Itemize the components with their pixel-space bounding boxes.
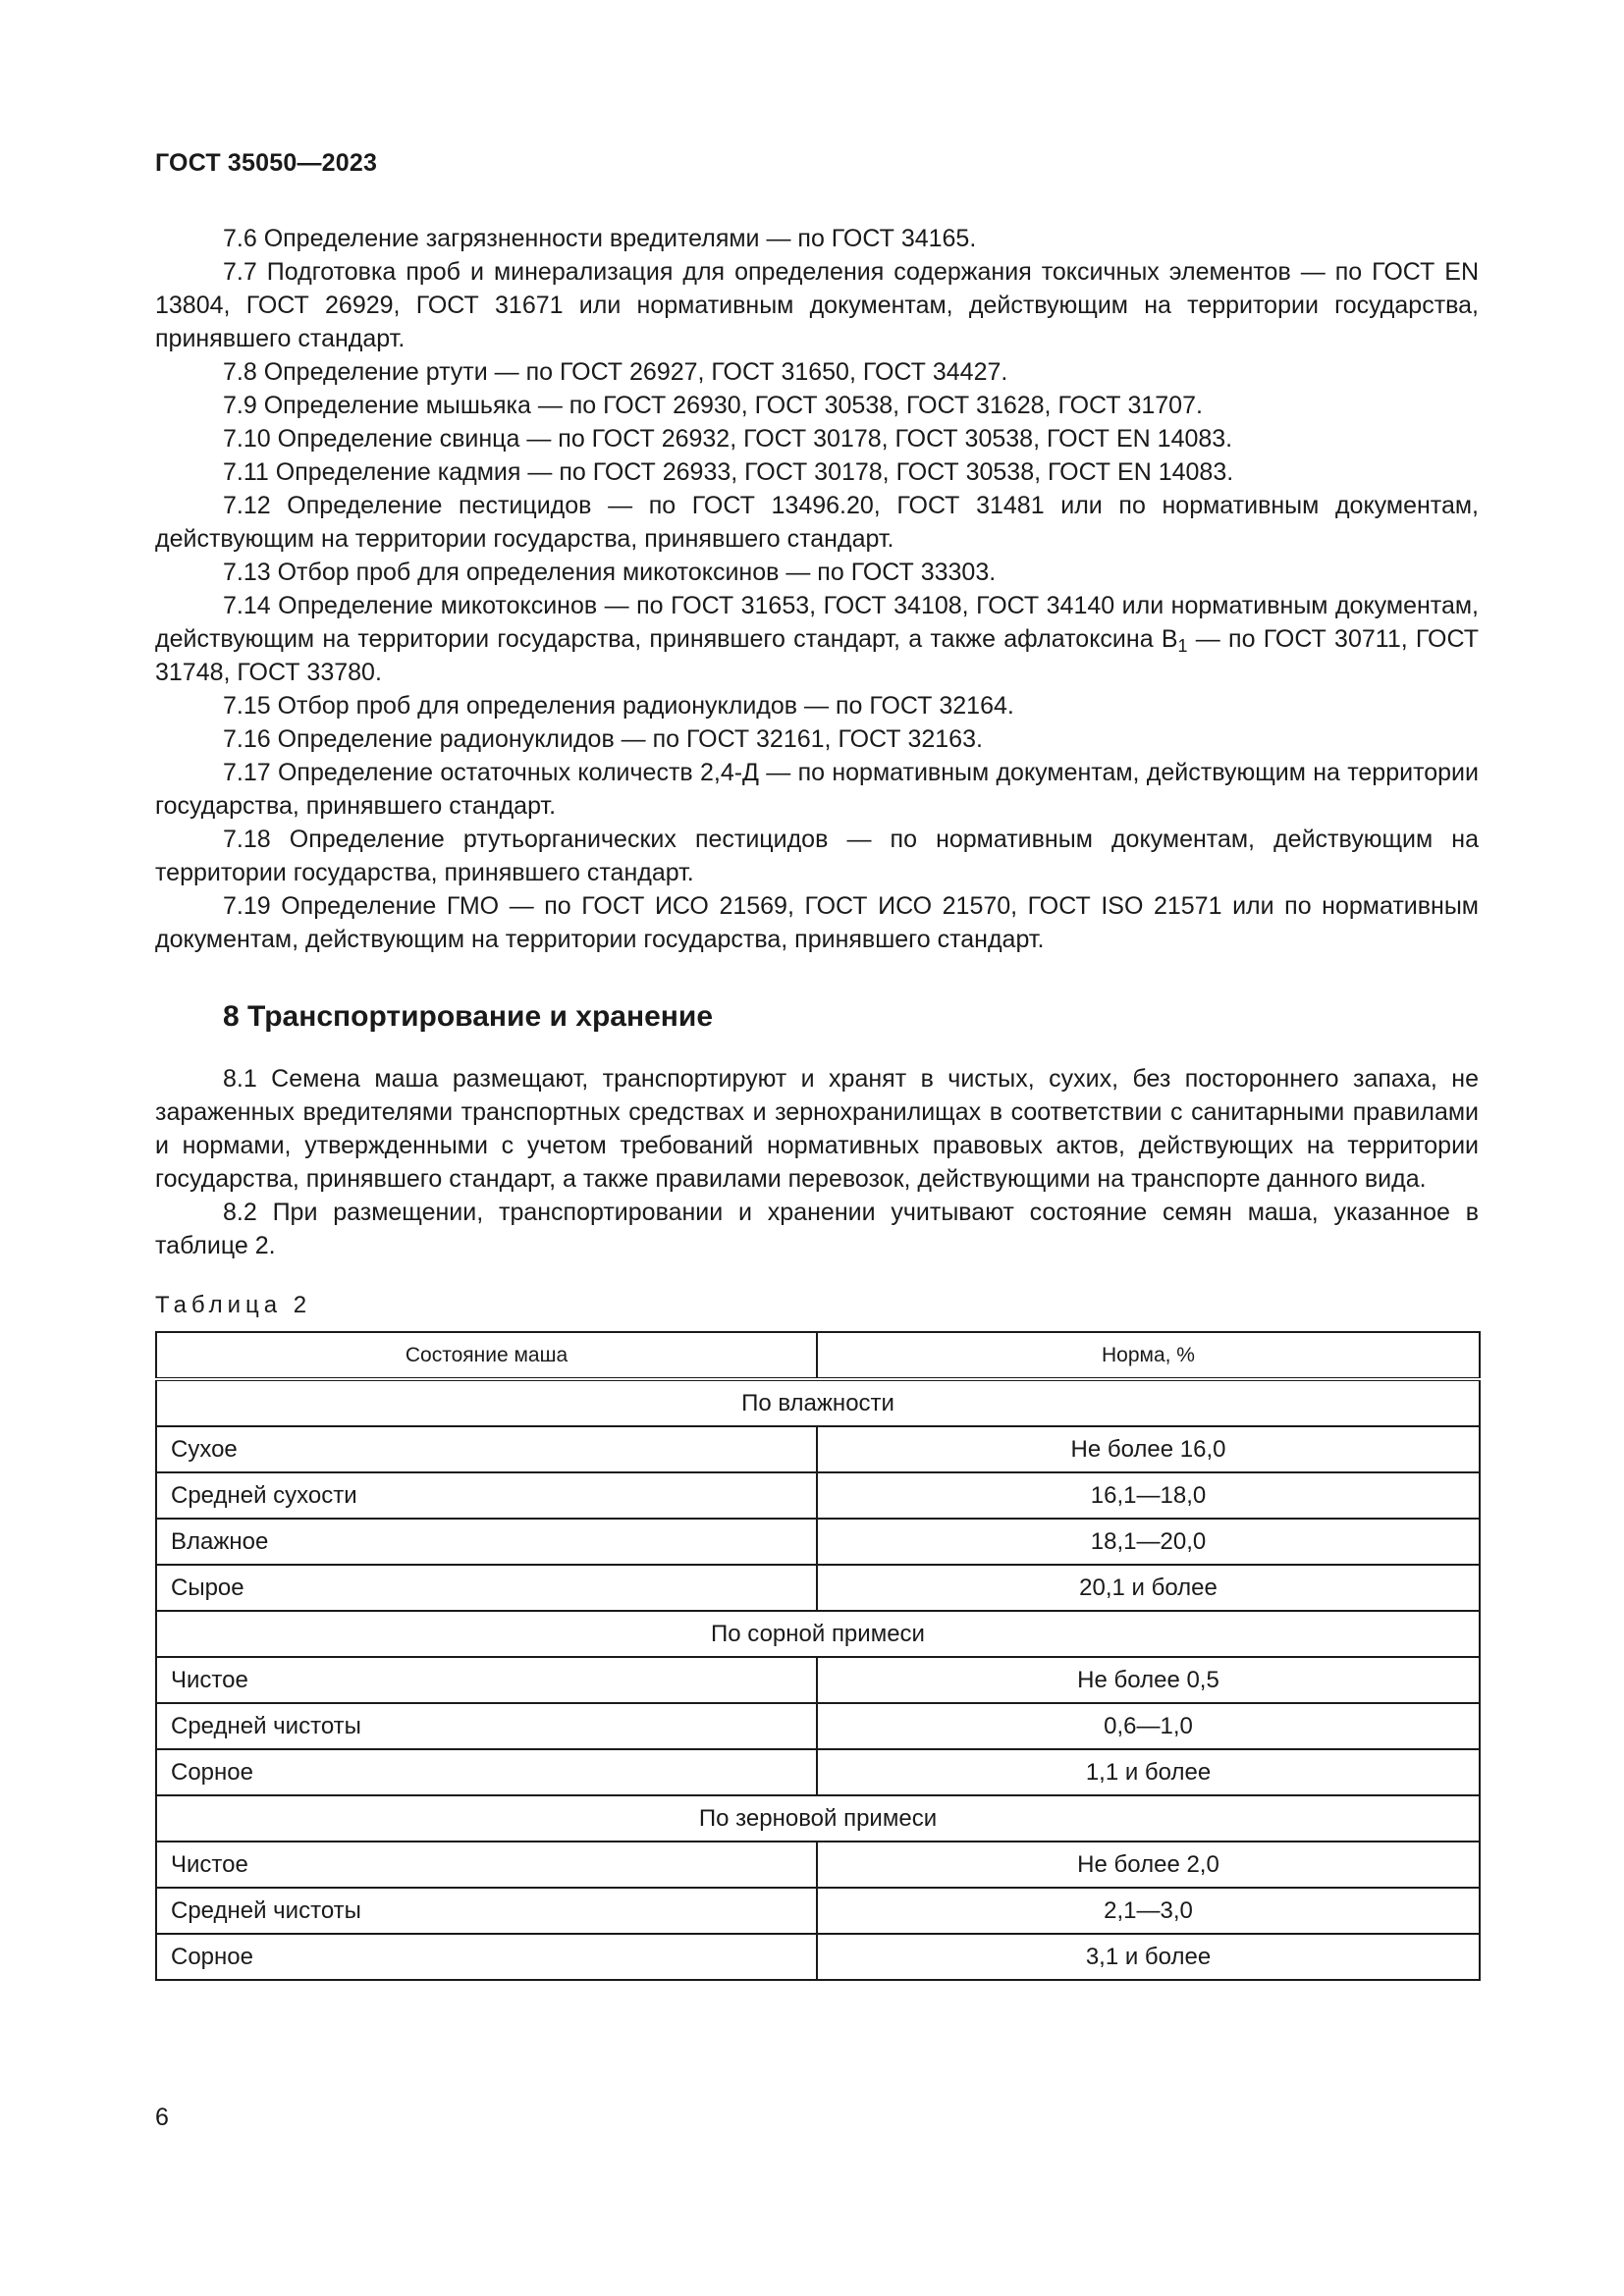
clause-7-14-text-end: — по ГОСТ 30711, ГОСТ 31748, ГОСТ 33780.: [155, 625, 1479, 686]
column-header-norm: Норма, %: [817, 1332, 1480, 1379]
clause-7-19: 7.19 Определение ГМО — по ГОСТ ИСО 21569, ГОСТ ИСО 21570, ГОСТ ISO 21571 или по нормативным документам, действующим на территории государства, принявшего стандарт.: [155, 892, 1479, 953]
norm-cell: 3,1 и более: [817, 1934, 1480, 1980]
clause-7-16: 7.16 Определение радионуклидов — по ГОСТ 32161, ГОСТ 32163.: [223, 725, 983, 753]
norm-cell: Не более 16,0: [817, 1426, 1480, 1472]
table-row: [156, 1842, 1480, 1888]
clause-7-12: 7.12 Определение пестицидов — по ГОСТ 13496.20, ГОСТ 31481 или по нормативным документам, действующим на территории государства, принявшего стандарт.: [155, 492, 1479, 553]
table-group-row: [156, 1795, 1480, 1842]
clause-7-6: 7.6 Определение загрязненности вредителями — по ГОСТ 34165.: [223, 225, 977, 252]
clause-8-2: 8.2 При размещении, транспортировании и хранении учитывают состояние семян маша, указанное в таблице 2.: [155, 1199, 1479, 1259]
document-code-header: ГОСТ 35050—2023: [155, 149, 378, 177]
norm-cell: Не более 2,0: [817, 1842, 1480, 1888]
clause-7-17: 7.17 Определение остаточных количеств 2,4-Д — по нормативным документам, действующим на территории государства, принявшего стандарт.: [155, 759, 1479, 820]
column-header-state: Состояние маша: [156, 1332, 817, 1379]
state-cell: Средней сухости: [156, 1472, 817, 1519]
clause-7-11: 7.11 Определение кадмия — по ГОСТ 26933, ГОСТ 30178, ГОСТ 30538, ГОСТ EN 14083.: [223, 458, 1234, 486]
page-content: [155, 222, 1479, 1981]
page-number: 6: [155, 2104, 169, 2131]
table-row: [156, 1934, 1480, 1980]
table-row: [156, 1426, 1480, 1472]
table-row: [156, 1749, 1480, 1795]
table-row: [156, 1565, 1480, 1611]
section-8-heading: 8 Транспортирование и хранение: [223, 1000, 714, 1033]
table-2: [155, 1331, 1481, 1981]
table-row: [156, 1657, 1480, 1703]
table-header-row: [156, 1332, 1480, 1379]
state-cell: Средней чистоты: [156, 1703, 817, 1749]
clause-7-14: [155, 589, 1479, 689]
norm-cell: 16,1—18,0: [817, 1472, 1480, 1519]
clause-7-9: 7.9 Определение мышьяка — по ГОСТ 26930, ГОСТ 30538, ГОСТ 31628, ГОСТ 31707.: [223, 392, 1203, 419]
table-row: [156, 1888, 1480, 1934]
group-title-moisture: По влажности: [156, 1379, 1480, 1426]
clause-7-13: 7.13 Отбор проб для определения микотоксинов — по ГОСТ 33303.: [223, 559, 997, 586]
clause-7-14-text: 7.14 Определение микотоксинов — по ГОСТ 31653, ГОСТ 34108, ГОСТ 34140 или нормативным документам, действующим на территории государства, принявшего стандарт, а также афлатоксина B: [155, 592, 1479, 653]
state-cell: Чистое: [156, 1657, 817, 1703]
table-row: [156, 1472, 1480, 1519]
norm-cell: 0,6—1,0: [817, 1703, 1480, 1749]
clause-7-10: 7.10 Определение свинца — по ГОСТ 26932, ГОСТ 30178, ГОСТ 30538, ГОСТ EN 14083.: [223, 425, 1233, 453]
state-cell: Влажное: [156, 1519, 817, 1565]
state-cell: Средней чистоты: [156, 1888, 817, 1934]
table-row: [156, 1703, 1480, 1749]
state-cell: Сорное: [156, 1934, 817, 1980]
clause-7-18: 7.18 Определение ртутьорганических пестицидов — по нормативным документам, действующим на территории государства, принявшего стандарт.: [155, 826, 1479, 886]
group-title-grain-impurity: По зерновой примеси: [156, 1795, 1480, 1842]
clause-7-14-subscript: 1: [1177, 636, 1188, 656]
norm-cell: Не более 0,5: [817, 1657, 1480, 1703]
norm-cell: 20,1 и более: [817, 1565, 1480, 1611]
norm-cell: 18,1—20,0: [817, 1519, 1480, 1565]
norm-cell: 2,1—3,0: [817, 1888, 1480, 1934]
state-cell: Сухое: [156, 1426, 817, 1472]
table-2-caption: Таблица 2: [155, 1292, 312, 1318]
table-group-row: [156, 1611, 1480, 1657]
clause-7-15: 7.15 Отбор проб для определения радионуклидов — по ГОСТ 32164.: [223, 692, 1014, 720]
clause-7-8: 7.8 Определение ртути — по ГОСТ 26927, ГОСТ 31650, ГОСТ 34427.: [223, 358, 1008, 386]
clause-8-1: 8.1 Семена маша размещают, транспортируют и хранят в чистых, сухих, без постороннего запаха, не зараженных вредителями транспортных средствах и зернохранилищах в соответствии с санитарными правилами и нормами, утвержденными с учетом требований нормативных правовых актов, действующих на территории государства, принявшего стандарт, а также правилами перевозок, действующими на транспорте данного вида.: [155, 1065, 1479, 1193]
table-group-row: [156, 1379, 1480, 1426]
state-cell: Сырое: [156, 1565, 817, 1611]
group-title-weed-impurity: По сорной примеси: [156, 1611, 1480, 1657]
norm-cell: 1,1 и более: [817, 1749, 1480, 1795]
clause-7-7: 7.7 Подготовка проб и минерализация для определения содержания токсичных элементов — по ГОСТ EN 13804, ГОСТ 26929, ГОСТ 31671 или нормативным документам, действующим на территории государства, принявшего стандарт.: [155, 258, 1479, 352]
table-row: [156, 1519, 1480, 1565]
state-cell: Сорное: [156, 1749, 817, 1795]
state-cell: Чистое: [156, 1842, 817, 1888]
